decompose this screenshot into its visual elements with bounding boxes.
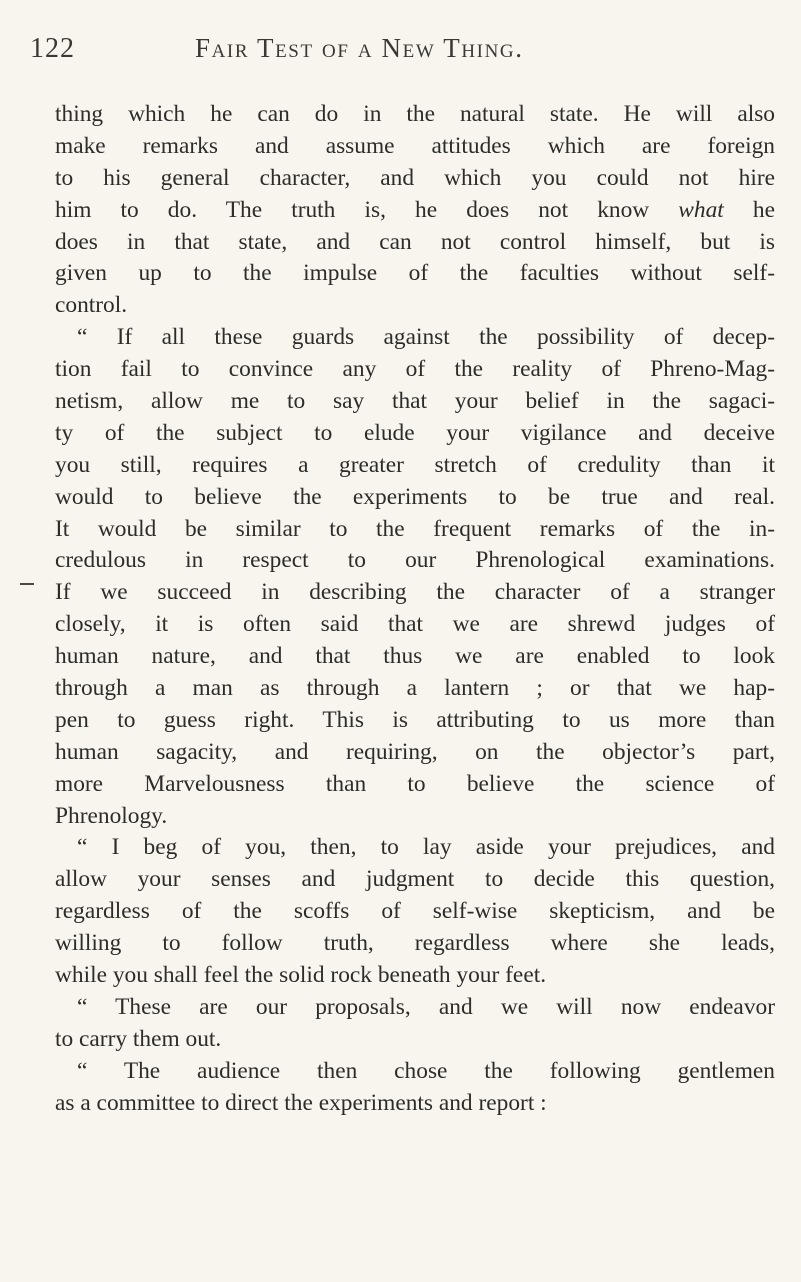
text-line: willing to follow truth, regardless where she leads, [55,930,775,957]
text-line: given up to the impulse of the faculties without self- [55,260,775,287]
text-line: pen to guess right. This is attributing to us more than [55,706,775,733]
text-line: credulous in respect to our Phrenological examinations. [55,547,775,574]
text-line: through a man as through a lantern ; or that we hap- [55,675,775,702]
margin-mark [20,583,34,585]
text-line: It would be similar to the frequent remarks of the in- [55,515,775,542]
text-line [55,195,775,227]
text-line: Phrenology. [55,802,168,829]
text-line: does in that state, and can not control himself, but is [55,228,775,255]
text-line: tion fail to convince any of the reality of Phreno-Mag- [55,356,775,383]
text-line: as a committee to direct the experiments and report : [55,1089,547,1116]
italic-word: what [678,196,724,223]
text-line: “ These are our proposals, and we will now endeavor [77,993,775,1020]
text-line: ty of the subject to elude your vigilance and deceive [55,419,775,446]
text-line: “ If all these guards against the possibility of decep- [77,324,775,351]
text-line: allow your senses and judgment to decide this question, [55,866,775,893]
text-line: more Marvelousness than to believe the science of [55,770,775,797]
page-number: 122 [30,33,75,64]
text-line: would to believe the experiments to be true and real. [55,483,775,510]
text-line: thing which he can do in the natural state. He will also [55,101,775,127]
text-line: regardless of the scoffs of self-wise skepticism, and be [55,898,775,925]
text-line: control. [55,292,128,319]
text-line: closely, it is often said that we are shrewd judges of [55,611,775,638]
text-line: netism, allow me to say that your belief in the sagaci- [55,388,775,415]
text-line: to his general character, and which you could not hire [55,164,775,191]
running-head [0,33,801,73]
text-segment: him to do. The truth is, he does not know [55,196,650,223]
text-line: while you shall feel the solid rock beneath your feet. [55,962,547,989]
running-title: Fair Test of a New Thing. [195,33,524,63]
body-text [55,99,775,1120]
text-line: human nature, and that thus we are enabled to look [55,643,775,670]
text-segment: he [752,196,775,223]
text-line: If we succeed in describing the character of a stranger [55,579,775,606]
text-line: to carry them out. [55,1025,222,1052]
text-line: make remarks and assume attitudes which are foreign [55,132,775,159]
text-line: you still, requires a greater stretch of credulity than it [55,451,775,478]
text-line: “ The audience then chose the following gentlemen [77,1057,775,1084]
text-line: “ I beg of you, then, to lay aside your prejudices, and [77,834,775,861]
text-line: human sagacity, and requiring, on the objector’s part, [55,738,775,765]
